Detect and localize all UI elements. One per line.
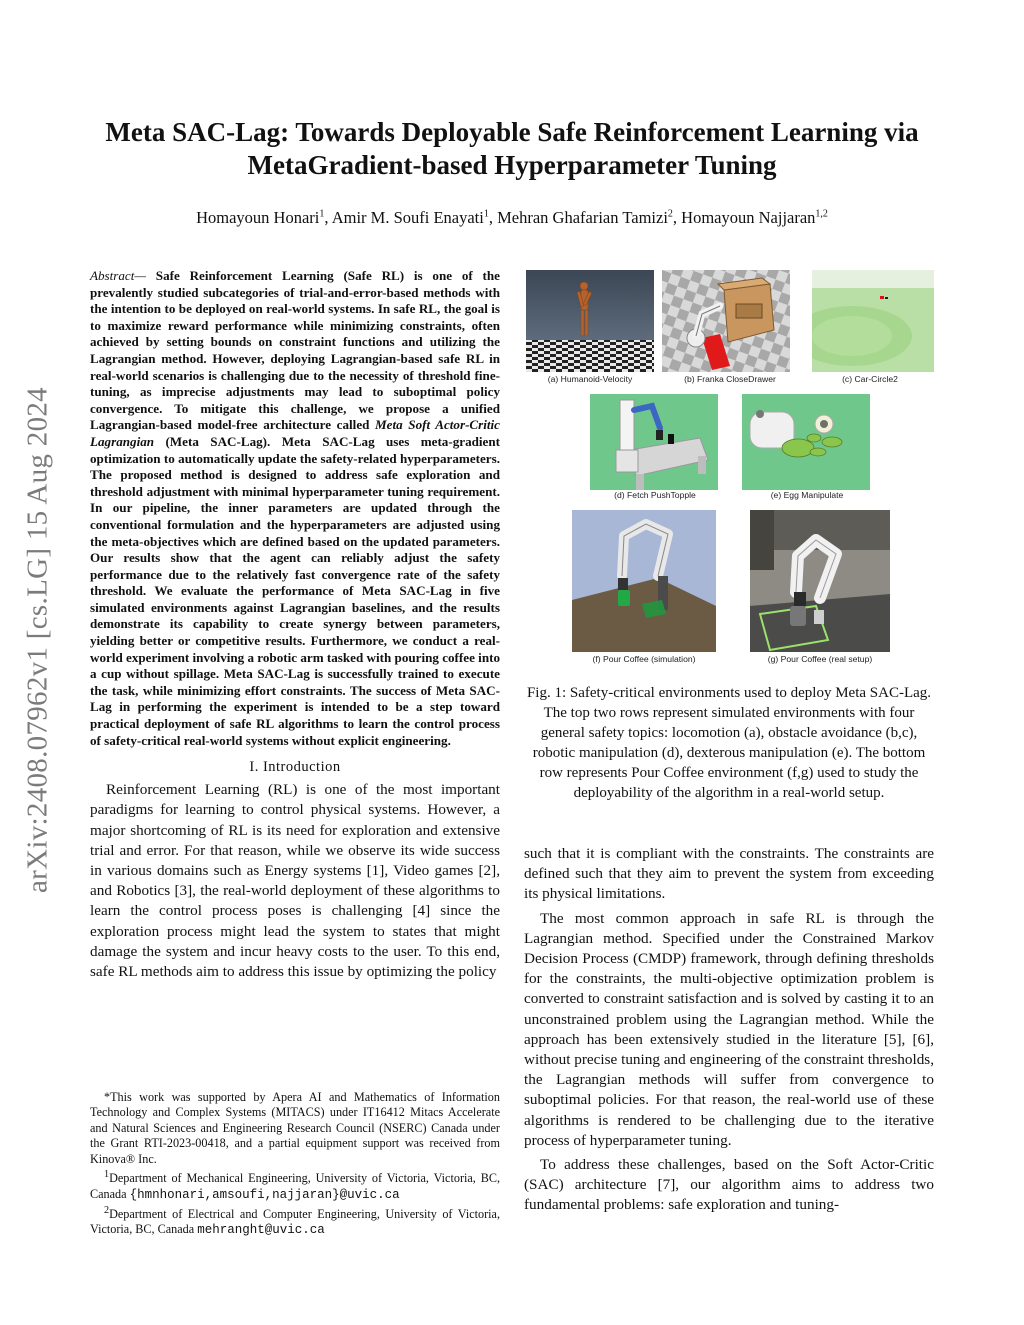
image-pour-coffee-real — [750, 510, 890, 652]
image-pour-coffee-simulation — [572, 510, 716, 652]
footnote-funding: *This work was supported by Apera AI and Mathematics of Information Technology and Complex Systems (MITACS) under IT16412 Mitacs Accelerate and Natural Sciences and Engineering Research Council (NSERC) Canada under the Grant RTI-2023-00418, and a partial equipment support was received from Kinova® Inc. — [90, 1090, 500, 1166]
image-car-circle2 — [812, 270, 934, 372]
image-franka-closedrawer — [662, 270, 790, 372]
footnote-affiliation-1-text: Department of Mechanical Engineering, University of Victoria, Victoria, BC, Canada — [90, 1171, 500, 1201]
intro-paragraph: Reinforcement Learning (RL) is one of the most important paradigms for learning to control physical systems. However, a major shortcoming of RL is its need for exploration and extensive trial and error. For that reason, while we observe its wide success in various domains such as Energy systems [1], Video games [2], and Robotics [3], the real-world deployment of these algorithms to learn the control process poses is challenging [4] since the exploration process might lead the system to states that might damage the system and incur heavy costs to the user. To this end, safe RL methods aim to address this issue by optimizing the policy — [90, 781, 500, 981]
abstract-method-name: Meta Soft Actor-Critic Lagrangian — [90, 417, 500, 449]
right-column — [524, 844, 934, 1216]
image-fetch-pushtopple — [590, 394, 718, 490]
footnote-affiliation-2 — [90, 1203, 500, 1239]
footnote-email-1: {hmnhonari,amsoufi,najjaran}@uvic.ca — [129, 1187, 400, 1202]
title-line-1: Meta SAC-Lag: Towards Deployable Safe Reinforcement Learning via — [105, 117, 919, 147]
abstract — [90, 268, 500, 749]
footnotes — [90, 1090, 500, 1239]
right-paragraph-2: The most common approach in safe RL is through the Lagrangian method. Specified under the Constrained Markov Decision Process (CMDP) framework, through defining thresholds for the constraints, the multi-objective optimization problem is converted to constraint satisfaction and is solved by casting it to an unconstrained problem using the Lagrangian method. While the approach has been extensively studied in the literature [5], [6], without precise tuning and engineering of the constraint thresholds, the Lagrangian methods will suffer from convergence to suboptimal policies. For that reason, the real-world use of these algorithms is rendered to be challenging due to the iterative process of hyperparameter tuning. — [524, 909, 934, 1149]
caption-b: (b) Franka CloseDrawer — [684, 374, 776, 384]
author-affiliation-mark: 1 — [319, 208, 325, 220]
right-paragraph-1: such that it is compliant with the constraints. The constraints are defined such that they aim to prevent the system from exceeding its physical limitations. — [524, 845, 934, 903]
left-column — [90, 268, 500, 982]
image-humanoid-velocity — [526, 270, 654, 372]
abstract-text-2: (Meta SAC-Lag). Meta SAC-Lag uses meta-gradient optimization to automatically update the safety-related hyperparameters. The proposed method is designed to address safe exploration and threshold adjustment with minimal hyperparameter tuning requirement. In our pipeline, the inner parameters are updated through the conventional formulation and the hyperparameters are adjusted using the meta-objectives which are defined based on the updated parameters. Our results show that the agent can reliably adjust the safety performance due to the relatively fast convergence rate of the safety threshold. We evaluate the performance of Meta SAC-Lag in five simulated environments against Lagrangian baselines, and the results demonstrate its capability to create synergy between parameters, yielding better or competitive results. Furthermore, we conduct a real-world experiment involving a robotic arm tasked with pouring coffee into a cup without spillage. Meta SAC-Lag is successfully trained to execute the task, while minimizing effort constraints. The success of Meta SAC-Lag in performing the experiment is intended to be a step toward practical deployment of safe RL algorithms to learn the control process of safety-critical real-world systems without explicit engineering. — [90, 433, 501, 748]
title-line-2: MetaGradient-based Hyperparameter Tuning — [247, 150, 777, 180]
author: Homayoun Najjaran — [681, 208, 816, 227]
abstract-label: Abstract— — [90, 268, 147, 283]
author-affiliation-mark: 1 — [483, 208, 489, 220]
abstract-text-1: Safe Reinforcement Learning (Safe RL) is one of the prevalently studied subcategories of trial-and-error-based methods with the intention to be deployed on real-world systems. In safe RL, the goal is to maximize reward performance while minimizing constraints, often achieved by setting bounds on constraint functions and utilizing the Lagrangian method. However, deploying Lagrangian-based safe RL in real-world scenarios is challenging due to the necessity of threshold fine-tuning, as imprecise adjustments may lead to suboptimal policy convergence. To mitigate this challenge, we propose a unified Lagrangian-based model-free architecture called — [90, 268, 500, 433]
arxiv-id: arXiv:2408.07962v1 [cs.LG] 15 Aug 2024 — [21, 387, 54, 893]
section-heading-introduction: I. Introduction — [249, 759, 341, 776]
author-list: Homayoun Honari$^1$, Amir M. Soufi Enayati$^1$, Mehran Ghafarian Tamizi$^2$, Homayoun Najjaran$^{1,2}$ — [196, 208, 828, 227]
author: Homayoun Honari — [196, 208, 320, 227]
figure-caption: Fig. 1: Safety-critical environments used to deploy Meta SAC-Lag. The top two rows represent simulated environments with four general safety topics: locomotion (a), obstacle avoidance (b,c), robotic manipulation (d), dexterous manipulation (e). The bottom row represents Pour Coffee environment (f,g) used to study the deployability of the algorithm in a real-world setup. — [526, 685, 932, 801]
footnote-email-2: mehranght@uvic.ca — [197, 1223, 325, 1238]
image-egg-manipulate — [742, 394, 870, 490]
footnote-affiliation-1 — [90, 1167, 500, 1203]
footnote-mark: 2 — [104, 1204, 110, 1216]
footnote-mark: 1 — [104, 1169, 110, 1181]
caption-f: (f) Pour Coffee (simulation) — [592, 654, 696, 664]
author: Amir M. Soufi Enayati — [331, 208, 484, 227]
caption-g: (g) Pour Coffee (real setup) — [767, 654, 873, 664]
author-affiliation-mark: 1,2 — [815, 208, 828, 220]
author: Mehran Ghafarian Tamizi — [497, 208, 668, 227]
author-affiliation-mark: 2 — [667, 208, 673, 220]
caption-e: (e) Egg Manipulate — [770, 490, 844, 500]
right-paragraph-3: To address these challenges, based on the Soft Actor-Critic (SAC) architecture [7], our algorithm aims to address two fundamental problems: safe exploration and tuning- — [524, 1156, 934, 1214]
paper-title — [60, 116, 964, 182]
arxiv-sidebar — [12, 340, 64, 940]
caption-d: (d) Fetch PushTopple — [614, 490, 696, 500]
caption-a: (a) Humanoid-Velocity — [547, 374, 633, 384]
caption-c: (c) Car-Circle2 — [842, 374, 898, 384]
footnote-affiliation-2-text: Department of Electrical and Computer Engineering, University of Victoria, Victoria, BC, Canada — [90, 1206, 500, 1237]
